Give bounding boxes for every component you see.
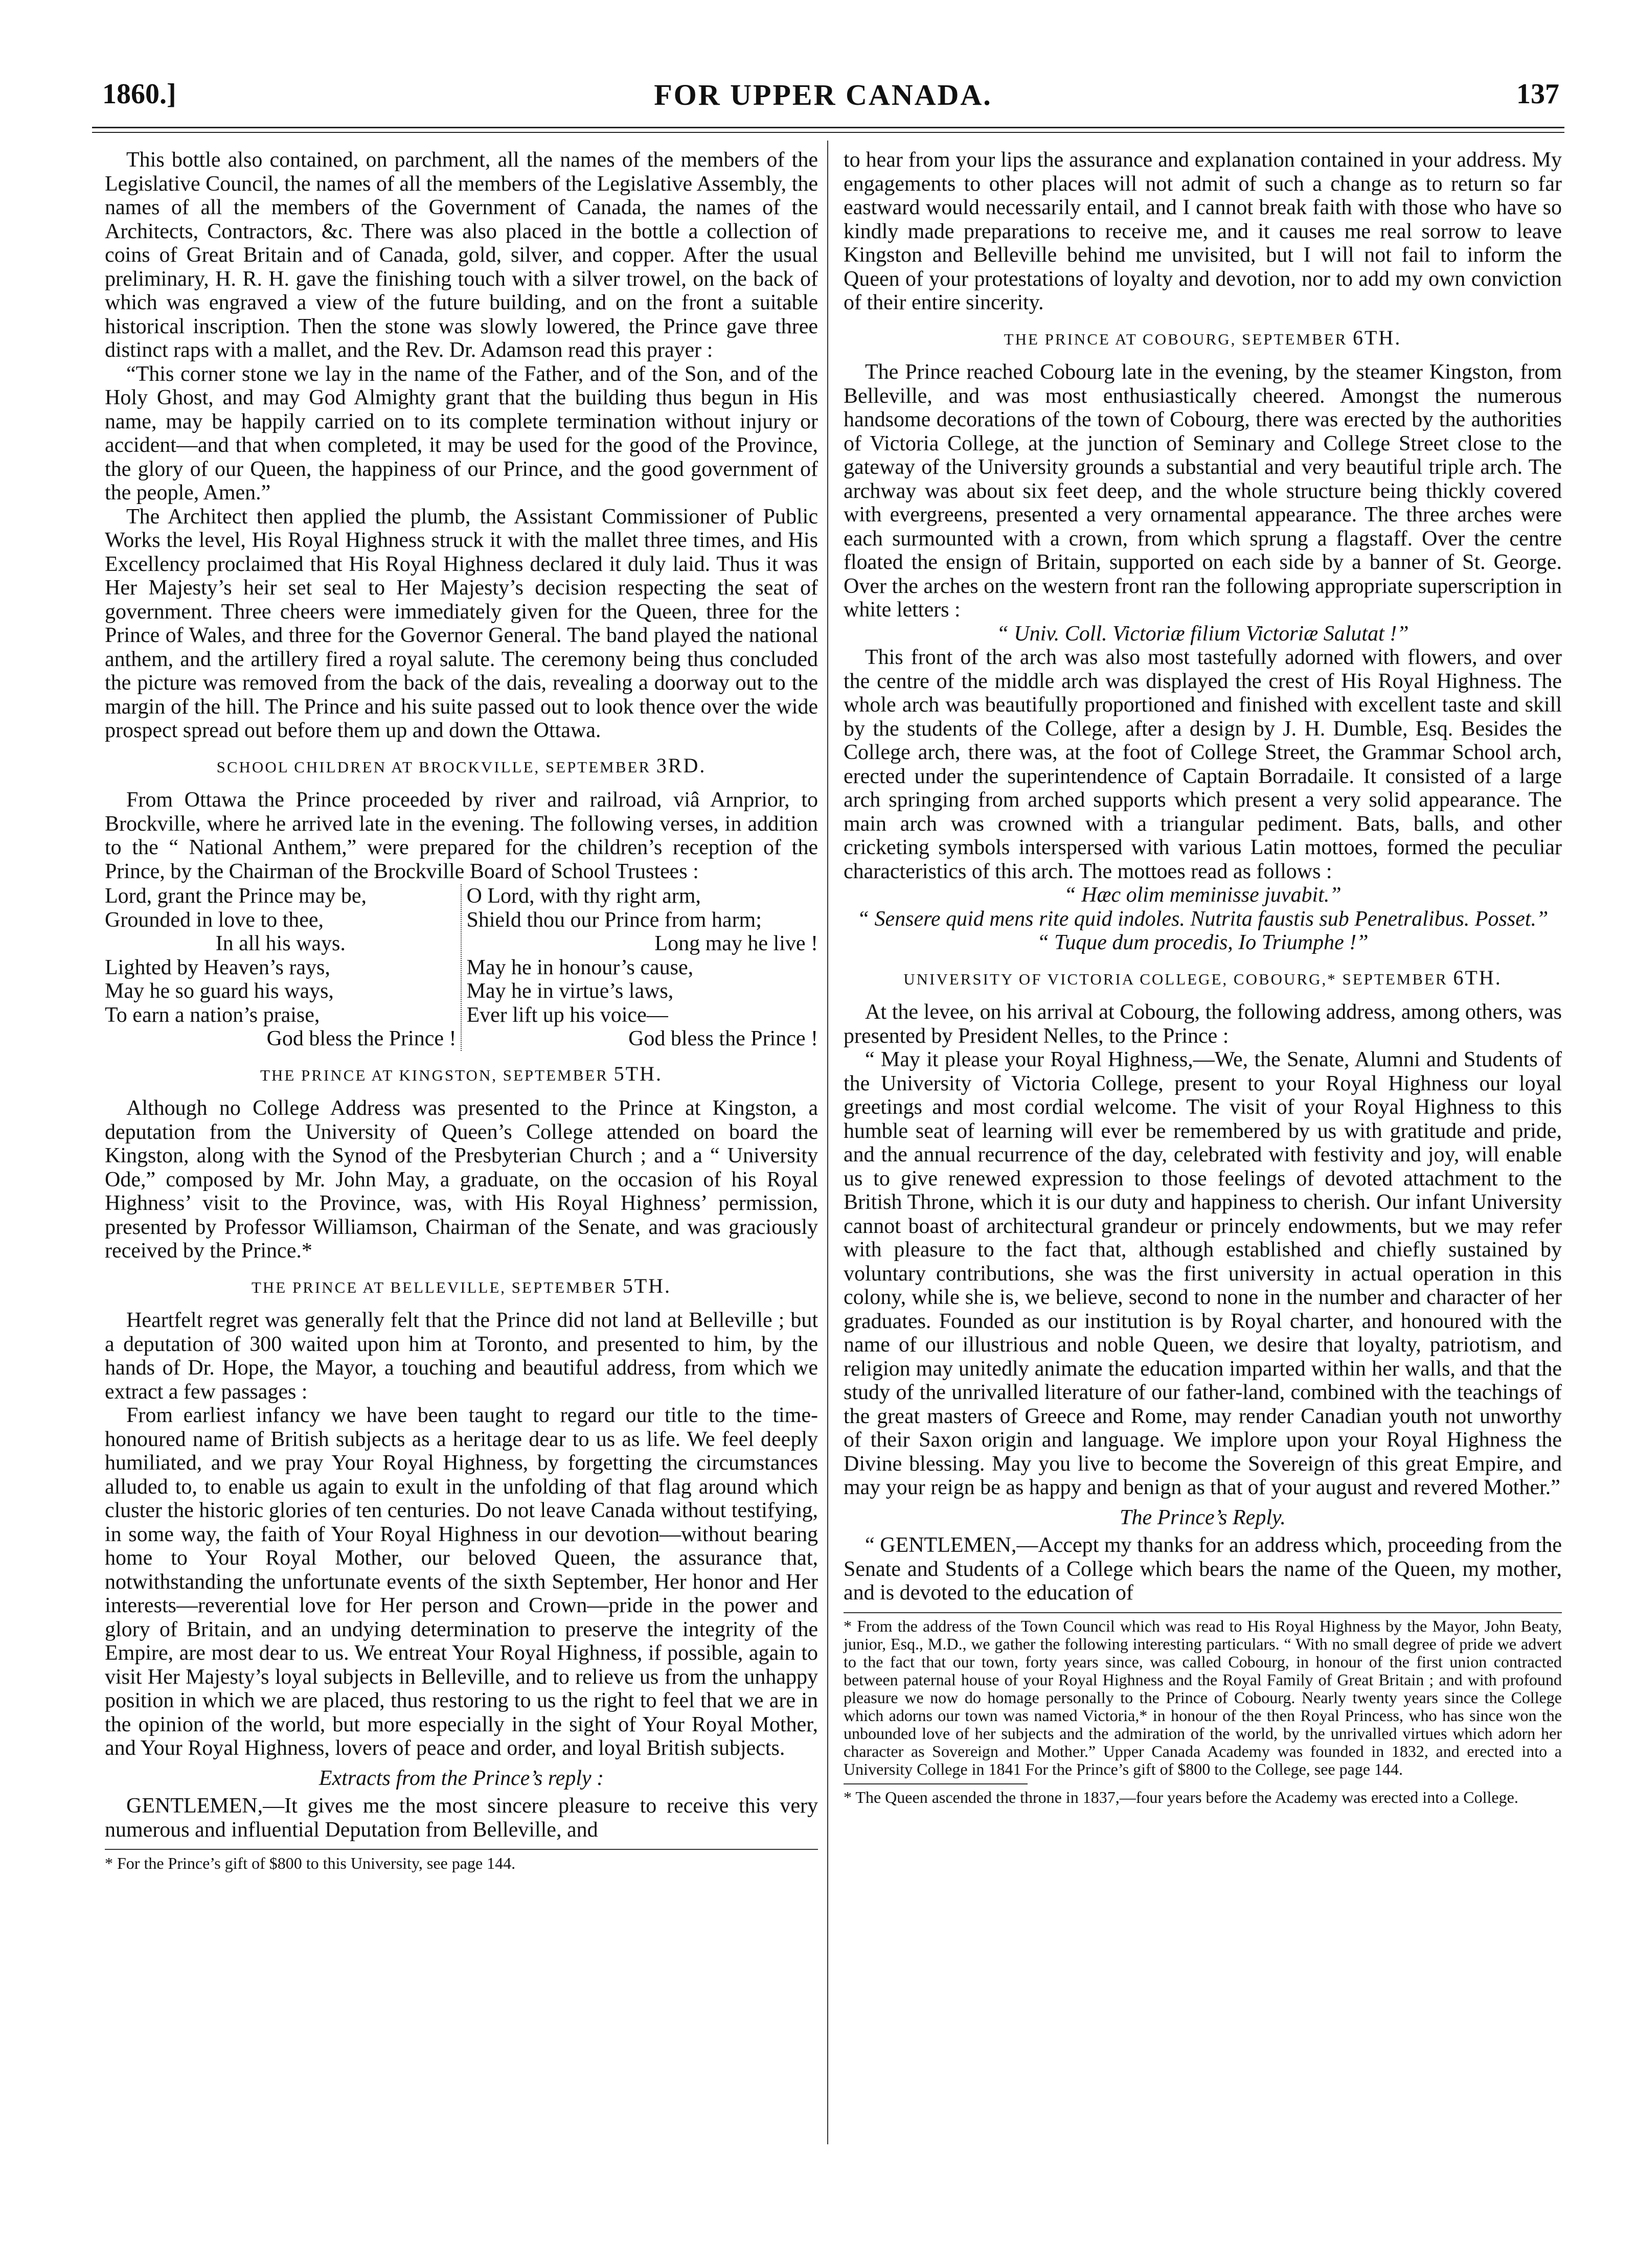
page-header (77, 78, 1570, 119)
paragraph: GENTLEMEN,—It gives me the most sincere pleasure to receive this very numerous and influential Deputation from Belleville, and (105, 1794, 818, 1842)
page (77, 0, 1570, 2268)
poem-line: To earn a nation’s praise, (105, 1003, 320, 1027)
footnote-rule (844, 1612, 1562, 1613)
poem-line: O Lord, with thy right arm, (466, 884, 701, 908)
poem (105, 884, 818, 1051)
footnote-rule-short (844, 1783, 1028, 1784)
poem-line: Lord, grant the Prince may be, (105, 884, 367, 908)
poem-column-left (105, 884, 462, 1051)
paragraph: This bottle also contained, on parchment, all the names of the members of the Legislative Council, the names of all the members of the Legislative Assembly, the names of all the members of the Government of Canada, the names of the Architects, Contractors, &c. There was also placed in the bottle a collection of coins of Great Britain and of Canada, gold, silver, and copper. After the usual preliminary, H. R. H. gave the finishing touch with a silver trowel, on the back of which was engraved a view of the future building, and on the front a suitable historical inscription. Then the stone was slowly lowered, the Prince gave three distinct raps with a mallet, and the Rev. Dr. Adamson read this prayer : (105, 148, 818, 362)
motto: “ Hæc olim meminisse juvabit.” (1064, 883, 1342, 907)
poem-line: Long may he live ! (654, 932, 818, 955)
motto: “ Univ. Coll. Victoriæ filium Victoriæ Salutat !” (996, 622, 1409, 646)
section-heading-kingston: THE PRINCE AT KINGSTON, SEPTEMBER 5TH. (260, 1062, 663, 1085)
left-column (105, 148, 818, 1872)
address-text: “ May it please your Royal Highness,—We, the Senate, Alumni and Students of the University of Victoria College, present to your Royal Highness our loyal greetings and most cordial welcome. The visit of your Royal Highness to this humble seat of learning will ever be remembered by us with gratitude and pride, and the annual recurrence of the day, celebrated with festivity and joy, will enable us to give renewed expression to those feelings of devoted attachment to the British Throne, which it is our duty and happiness to cherish. Our infant University cannot boast of architectural grandeur or princely endowments, but we may refer with pleasure to the fact that, although established and chiefly sustained by voluntary contributions, she was the first university in actual operation in this colony, while she is, we believe, second to none in the number and character of her graduates. Founded as our institution is by Royal charter, and honoured with the name of our illustrious and noble Queen, we desire that loyalty, patriotism, and religion may unitedly animate the education imparted within her walls, and that the study of the unrivalled literature of our father-land, combined with the teachings of the great masters of Greece and Rome, may render Canadian youth not unworthy of their Saxon origin and language. We implore upon your Royal Highness the Divine blessing. May you live to become the Sovereign of this great Empire, and may your reign be as happy and benign as that of your august and revered Mother.” (844, 1048, 1562, 1499)
page-number: 137 (1516, 78, 1559, 110)
right-column (844, 148, 1562, 1806)
footnote: * From the address of the Town Council which was read to His Royal Highness by the Mayor, John Beaty, junior, Esq., M.D., we gather the following interesting particulars. “ With no small degree of pride we advert to the fact that our town, forty years since, was called Cobourg, in honour of the first union contracted between paternal house of your Royal Highness and the Royal Family of Great Britain ; and with profound pleasure we now do homage personally to the Prince of Cobourg. Nearly twenty years since the College which adorns our town was named Victoria,* in honour of the then Royal Princess, who has since won the unbounded love of her subjects and the admiration of the world, by the unrivalled virtues which adorn her character as Sovereign and Mother.” Upper Canada Academy was founded in 1832, and erected into a University College in 1841 For the Prince’s gift of $800 to the College, see page 144. (844, 1616, 1562, 1778)
paragraph: Heartfelt regret was generally felt that the Prince did not land at Belleville ; but a deputation of 300 waited upon him at Toronto, and presented to him, by the hands of Dr. Hope, the Mayor, a touching and beautiful address, from which we extract a few passages : (105, 1309, 818, 1404)
poem-column-right (462, 884, 818, 1051)
paragraph: At the levee, on his arrival at Cobourg, the following address, among others, was presented by President Nelles, to the Prince : (844, 1000, 1562, 1048)
prayer-quote: “This corner stone we lay in the name of the Father, and of the Son, and of the Holy Ghost, and may God Almighty grant that the building thus begun in His name, may be happily carried on to its complete termination without injury or accident—and that when completed, it may be used for the good of the Province, the glory of our Queen, the happiness of our Prince, and the good government of the people, Amen.” (105, 362, 818, 505)
motto: “ Tuque dum procedis, Io Triumphe !” (1037, 931, 1369, 954)
subheading-reply: Extracts from the Prince’s reply : (319, 1766, 604, 1790)
footnote-rule (105, 1849, 818, 1850)
section-heading-belleville: THE PRINCE AT BELLEVILLE, SEPTEMBER 5TH. (251, 1274, 672, 1297)
paragraph: Although no College Address was presented to the Prince at Kingston, a deputation from the University of Queen’s College attended on board the Kingston, along with the Synod of the Presbyterian Church ; and a “ University Ode,” composed by Mr. John May, a graduate, on the occasion of his Royal Highness’ visit to the Province, was, with His Royal Highness’ permission, presented by Professor Williamson, Chairman of the Senate, and was graciously received by the Prince.* (105, 1096, 818, 1263)
poem-line: May he in honour’s cause, (466, 955, 694, 979)
motto: “ Sensere quid mens rite quid indoles. Nutrita faustis sub Penetralibus. Posset.” (857, 907, 1549, 931)
section-heading-brockville: SCHOOL CHILDREN AT BROCKVILLE, SEPTEMBER 3RD. (216, 753, 707, 777)
address-extract: From earliest infancy we have been taught to regard our title to the time-honoured name of British subjects as a heritage dear to us as life. We feel deeply humiliated, and we pray Your Royal Highness, by forgetting the circumstances alluded to, to enable us again to exult in the unfolding of that flag around which cluster the historic glories of ten centuries. Do not leave Canada without testifying, in some way, the faith of Your Royal Highness in our devotion—without bearing home to Your Royal Mother, our beloved Queen, the assurance that, notwithstanding the unfortunate events of the sixth September, Her honor and Her interests—reverential love for Her person and Crown—pride in the power and glory of Britain, and an undying determination to preserve the integrity of the Empire, are most dear to us. We entreat Your Royal Highness, if possible, again to visit Her Majesty’s loyal subjects in Belleville, and to relieve us from the unhappy position in which we are placed, thus restoring to us the right to feel that we are in the opinion of the world, but more especially in the sight of Your Royal Mother, and Your Royal Highness, lovers of peace and order, and loyal British subjects. (105, 1404, 818, 1760)
paragraph: The Architect then applied the plumb, the Assistant Commissioner of Public Works the level, His Royal Highness struck it with the mallet three times, and His Excellency proclaimed that His Royal Highness declared it duly laid. Thus it was Her Majesty’s heir set seal to Her Majesty’s decision respecting the seat of government. Three cheers were immediately given for the Queen, three for the Prince of Wales, and three for the Governor General. The band played the national anthem, and the artillery fired a royal salute. The ceremony being thus concluded the picture was removed from the back of the dais, revealing a doorway out to the margin of the hill. The Prince and his suite passed out to look thence over the wide prospect spread out before them up and down the Ottawa. (105, 505, 818, 742)
poem-line: Grounded in love to thee, (105, 908, 324, 932)
paragraph: “ GENTLEMEN,—Accept my thanks for an address which, proceeding from the Senate and Students of a College which bears the name of the Queen, my mother, and is devoted to the education of (844, 1533, 1562, 1605)
subheading-princes-reply: The Prince’s Reply. (1120, 1505, 1286, 1529)
poem-line: In all his ways. (215, 932, 346, 955)
section-heading-victoria-college: UNIVERSITY OF VICTORIA COLLEGE, COBOURG,* SEPTEMBER 6TH. (903, 966, 1502, 989)
paragraph: The Prince reached Cobourg late in the evening, by the steamer Kingston, from Belleville, and was most enthusiastically cheered. Amongst the numerous handsome decorations of the town of Cobourg, there was erected by the authorities of Victoria College, at the junction of Seminary and College Street close to the gateway of the University grounds a substantial and very beautiful triple arch. The archway was about six feet deep, and the whole structure being thickly covered with evergreens, presented a very ornamental appearance. The three arches were each surmounted with a crown, from which sprung a flagstaff. Over the centre floated the ensign of Britain, supported on each side by a banner of St. George. Over the arches on the western front ran the following appropriate superscription in white letters : (844, 360, 1562, 622)
paragraph: From Ottawa the Prince proceeded by river and railroad, viâ Arnprior, to Brockville, where he arrived late in the evening. The following verses, in addition to the “ National Anthem,” were prepared for the children’s reception of the Prince, by the Chairman of the Brockville Board of School Trustees : (105, 788, 818, 883)
column-divider (827, 141, 828, 2144)
header-rule-bottom (92, 132, 1564, 133)
header-rule-top (92, 127, 1564, 128)
poem-line: Shield thou our Prince from harm; (466, 908, 762, 932)
footnote: * The Queen ascended the throne in 1837,—four years before the Academy was erected into a College. (844, 1788, 1518, 1806)
poem-line: Lighted by Heaven’s rays, (105, 955, 330, 979)
header-title: FOR UPPER CANADA. (654, 78, 992, 111)
poem-line: May he in virtue’s laws, (466, 979, 674, 1003)
header-year: 1860.] (102, 78, 176, 110)
paragraph: This front of the arch was also most tastefully adorned with flowers, and over the centre of the middle arch was displayed the crest of His Royal Highness. The whole arch was beautifully proportioned and finished with excellent taste and skill by the students of the College, after a design by J. H. Dumble, Esq. Besides the College arch, there was, at the foot of College Street, the Grammar School arch, erected under the superintendence of Captain Borradaile. It consisted of a large arch springing from arched supports which present a very solid appearance. The main arch was crowned with a triangular pediment. Bats, balls, and other cricketing symbols interspersed with various Latin mottoes, formed the peculiar characteristics of this arch. The mottoes read as follows : (844, 646, 1562, 883)
poem-line: May he so guard his ways, (105, 979, 334, 1003)
section-heading-cobourg: THE PRINCE AT COBOURG, SEPTEMBER 6TH. (1004, 326, 1402, 349)
poem-line: Ever lift up his voice— (466, 1003, 668, 1027)
paragraph: to hear from your lips the assurance and explanation contained in your address. My engagements to other places will not admit of such a change as to return so far eastward would necessarily entail, and I cannot break faith with those who have so kindly made preparations to receive me, and it causes me real sorrow to leave Kingston and Belleville behind me unvisited, but I will not fail to inform the Queen of your protestations of loyalty and devotion, nor to add my own conviction of their entire sincerity. (844, 148, 1562, 314)
poem-line: God bless the Prince ! (628, 1027, 818, 1050)
poem-line: God bless the Prince ! (266, 1027, 457, 1050)
footnote: * For the Prince’s gift of $800 to this University, see page 144. (105, 1854, 516, 1872)
